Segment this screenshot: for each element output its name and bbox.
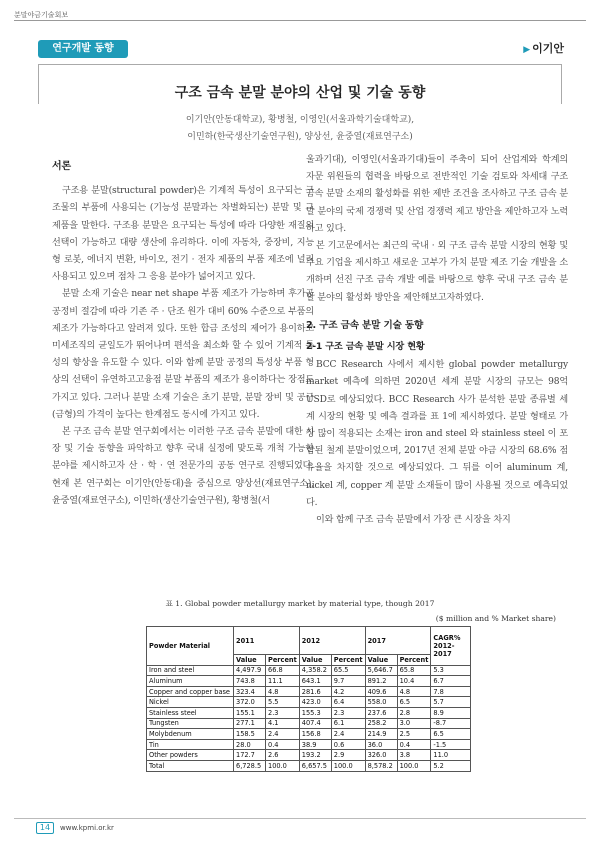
journal-name: 분말야금기술회보 — [14, 11, 69, 19]
table-cell: 409.6 — [365, 686, 397, 697]
left-column — [52, 158, 314, 510]
table-cell: 4.8 — [266, 686, 300, 697]
table-cell-material: Iron and steel — [147, 665, 234, 676]
table-cell: 277.1 — [234, 718, 266, 729]
table-cell: 0.4 — [397, 739, 431, 750]
triangle-icon: ▶ — [523, 45, 531, 55]
section-tag: 연구개발 동향 — [38, 40, 128, 58]
table-cell: 643.1 — [299, 676, 331, 687]
table-row — [147, 739, 471, 750]
table-cell-material: Nickel — [147, 697, 234, 708]
table-cell: 2.5 — [397, 729, 431, 740]
table-cell: 2.6 — [266, 750, 300, 761]
table-row — [147, 686, 471, 697]
table-cell: 4,358.2 — [299, 665, 331, 676]
table-row — [147, 707, 471, 718]
table-cell: 423.0 — [299, 697, 331, 708]
table-cell: 258.2 — [365, 718, 397, 729]
table-cell: 2.4 — [331, 729, 365, 740]
table-cell: 3.8 — [397, 750, 431, 761]
table-cell: 407.4 — [299, 718, 331, 729]
table-cell: 5.3 — [431, 665, 471, 676]
table-cell: 3.0 — [397, 718, 431, 729]
table-cell: 6.1 — [331, 718, 365, 729]
table-caption: 표 1. Global powder metallurgy market by material type, though 2017 — [165, 599, 435, 608]
table-cell: 100.0 — [397, 760, 431, 771]
table-cell: 155.3 — [299, 707, 331, 718]
table-cell: 2.4 — [266, 729, 300, 740]
table-cell: 281.6 — [299, 686, 331, 697]
table-cell: 5.5 — [266, 697, 300, 708]
subheader-value: Value — [234, 655, 266, 666]
table-cell: 6,657.5 — [299, 760, 331, 771]
right-paragraph-1: 울과기대), 이영인(서울과기대)들이 주축이 되어 산업계와 학계의 자문 위원들의 협력을 바탕으로 전반적인 기술 검토와 차세대 구조 금속 분말 소재의 활성화를 위한 제반 조건을 조사하고 구조 금속 분말 분야의 국제 경쟁력 및 산업 경쟁력 제고 방안을 제안하고자 노력하고 있다. — [306, 155, 568, 234]
intro-paragraph-2: 분말 소재 기술은 near net shape 부품 제조가 가능하며 후가공 공정비 절감에 따라 기존 주 · 단조 원가 대비 60% 수준으로 부품의 제조가 가능하다고 알려져 있다. 또한 합금 조성의 제어가 용이하고 미세조직의 균일도가 뛰어나며 편석을 최소화 할 수 있어 기계적 특성의 향상을 유도할 수 있다. 이와 함께 분말 공정의 특성상 부품 형상의 선택이 유연하고고융점 분말 부품의 제조가 용이하다는 장점도 가지고 있다. 그러나 분말 소재 기술은 초기 분말, 분말 장비 및 공구(금형)의 가격이 높다는 한계점도 동시에 가지고 있다. — [52, 289, 314, 420]
table-cell: 323.4 — [234, 686, 266, 697]
table-cell: 6.4 — [331, 697, 365, 708]
table-cell: 0.4 — [266, 739, 300, 750]
table-cell: 28.0 — [234, 739, 266, 750]
table-cell: 193.2 — [299, 750, 331, 761]
page-number: 14 — [36, 822, 54, 834]
table-cell: -1.5 — [431, 739, 471, 750]
header-year-2017: 2017 — [365, 627, 431, 655]
right-column — [306, 152, 568, 529]
table-cell-material: Other powders — [147, 750, 234, 761]
table-cell: 5.7 — [431, 697, 471, 708]
table-cell: 2.3 — [266, 707, 300, 718]
table-cell: 4.8 — [397, 686, 431, 697]
header-cagr: CAGR% 2012-2017 — [431, 627, 471, 666]
table-cell-material: Total — [147, 760, 234, 771]
table-cell-material: Stainless steel — [147, 707, 234, 718]
subheader-value: Value — [365, 655, 397, 666]
table-cell: 558.0 — [365, 697, 397, 708]
table-cell: 2.3 — [331, 707, 365, 718]
table-body — [147, 665, 471, 771]
table-cell: 6.5 — [397, 697, 431, 708]
table-cell: 2.9 — [331, 750, 365, 761]
table-cell-material: Tungsten — [147, 718, 234, 729]
subheader-percent: Percent — [397, 655, 431, 666]
table-cell: 65.8 — [397, 665, 431, 676]
table-cell-material: Aluminum — [147, 676, 234, 687]
table-cell: 66.8 — [266, 665, 300, 676]
header-year-2012: 2012 — [299, 627, 365, 655]
author-name: 이기안 — [532, 42, 564, 55]
table-unit: ($ million and % Market share) — [435, 614, 556, 623]
intro-paragraph-3: 본 구조 금속 분말 연구회에서는 이러한 구조 금속 분말에 대한 시장 및 기술 동향을 파악하고 향후 국내 실정에 맞도록 개척 가능한 분야를 제시하고자 산 · 학 · 연 전문가의 공동 연구로 진행되었다. 현재 본 연구회는 이기안(안동대)을 중심으로 양상선(재료연구소), 윤중열(재료연구소), 이민하(생산기술연구원), 황병철(서 — [52, 427, 314, 506]
author-tag — [523, 40, 564, 56]
subsection-heading: 2-1 구조 금속 분말 시장 현황 — [306, 341, 425, 353]
table-cell: 172.7 — [234, 750, 266, 761]
table-cell: 7.8 — [431, 686, 471, 697]
table-row — [147, 697, 471, 708]
table-cell: 214.9 — [365, 729, 397, 740]
table-cell: 8,578.2 — [365, 760, 397, 771]
intro-heading: 서론 — [52, 161, 72, 172]
table-row — [147, 750, 471, 761]
table-cell: 0.6 — [331, 739, 365, 750]
right-paragraph-3: BCC Research 사에서 제시한 global powder metallurgy market 예측에 의하면 2020년 세계 분말 시장의 규모는 98억 USD로 예상되었다. BCC Research 사가 분석한 분말 종류별 세계 시장의 현황 및 예측 결과를 표 1에 제시하였다. 분말 형태로 가장 많이 적용되는 소재는 iron and steel 와 stainless steel 이 포함된 철계 분말이었으며, 2017년 전체 분말 야금 시장의 68.6% 점유율을 차지할 것으로 예상되었다. 그 뒤를 이어 aluminum 계, nickel 계, copper 계 분말 소재들이 많이 사용될 것으로 예측되었다. — [306, 360, 568, 508]
table-header-row — [147, 627, 471, 655]
byline-line-1: 이기안(안동대학교), 황병철, 이영인(서울과학기술대학교), — [185, 115, 415, 125]
header-year-2011: 2011 — [234, 627, 300, 655]
table-cell: 2.8 — [397, 707, 431, 718]
table-cell-material: Molybdenum — [147, 729, 234, 740]
table-cell: 8.9 — [431, 707, 471, 718]
table-cell: 5.2 — [431, 760, 471, 771]
table-cell: 100.0 — [266, 760, 300, 771]
table-cell: 237.6 — [365, 707, 397, 718]
table-cell: 4,497.9 — [234, 665, 266, 676]
table-cell: 6,728.5 — [234, 760, 266, 771]
table-cell: 743.8 — [234, 676, 266, 687]
subheader-percent: Percent — [331, 655, 365, 666]
table-cell: 9.7 — [331, 676, 365, 687]
table-cell: 11.1 — [266, 676, 300, 687]
table-cell: 372.0 — [234, 697, 266, 708]
table-cell: -8.7 — [431, 718, 471, 729]
article-title: 구조 금속 분말 분야의 산업 및 기술 동향 — [174, 85, 426, 101]
subheader-percent: Percent — [266, 655, 300, 666]
table-cell: 326.0 — [365, 750, 397, 761]
table-row — [147, 718, 471, 729]
table-cell: 6.7 — [431, 676, 471, 687]
table-cell: 36.0 — [365, 739, 397, 750]
right-paragraph-4: 이와 함께 구조 금속 분말에서 가장 큰 시장을 차지 — [316, 515, 511, 526]
table-cell-material: Tin — [147, 739, 234, 750]
footer-rule — [14, 818, 586, 819]
table-row — [147, 665, 471, 676]
market-table — [146, 626, 471, 772]
header-powder-material: Powder Material — [147, 627, 234, 666]
section-heading: 2. 구조 금속 분말 기술 동향 — [306, 319, 424, 331]
table-cell: 4.2 — [331, 686, 365, 697]
byline-line-2: 이민하(한국생산기술연구원), 양상선, 윤중열(재료연구소) — [187, 132, 413, 142]
right-paragraph-2: 본 기고문에서는 최근의 국내 · 외 구조 금속 분말 시장의 현황 및 주요 기업을 제시하고 새로운 고부가 가치 분말 제조 기술 개발을 소개하며 선진 구조 금속 개발 예를 바탕으로 향후 국내 구조 금속 분말 분야의 활성화 방안을 제안해보고자하였다. — [306, 241, 568, 303]
table-cell: 4.1 — [266, 718, 300, 729]
table-cell: 11.0 — [431, 750, 471, 761]
table-cell: 156.8 — [299, 729, 331, 740]
table-cell: 158.5 — [234, 729, 266, 740]
table-cell: 100.0 — [331, 760, 365, 771]
table-row — [147, 676, 471, 687]
subheader-value: Value — [299, 655, 331, 666]
intro-paragraph-1: 구조용 분말(structural powder)은 기계적 특성이 요구되는 구조물의 부품에 사용되는 (기능성 분말과는 차별화되는) 분말 및 그 제품을 말한다. 구조용 분말은 요구되는 특성에 따라 다양한 재질의 선택이 가능하고 대량 생산에 유리하다. 이에 자동차, 중장비, 지능형 로봇, 에너지 변환, 바이오, 전기 · 전자 제품의 부품 제조에 널리 사용되고 있으며 점차 그 응용 분야가 넓어지고 있다. — [52, 186, 314, 283]
table-cell: 38.9 — [299, 739, 331, 750]
footer-url: www.kpmi.or.kr — [60, 824, 114, 832]
table-row — [147, 760, 471, 771]
table-row — [147, 729, 471, 740]
table-cell-material: Copper and copper base — [147, 686, 234, 697]
table-cell: 155.1 — [234, 707, 266, 718]
table-cell: 65.5 — [331, 665, 365, 676]
table-cell: 10.4 — [397, 676, 431, 687]
table-cell: 5,646.7 — [365, 665, 397, 676]
table-cell: 6.5 — [431, 729, 471, 740]
header-rule — [14, 20, 586, 21]
table-cell: 891.2 — [365, 676, 397, 687]
